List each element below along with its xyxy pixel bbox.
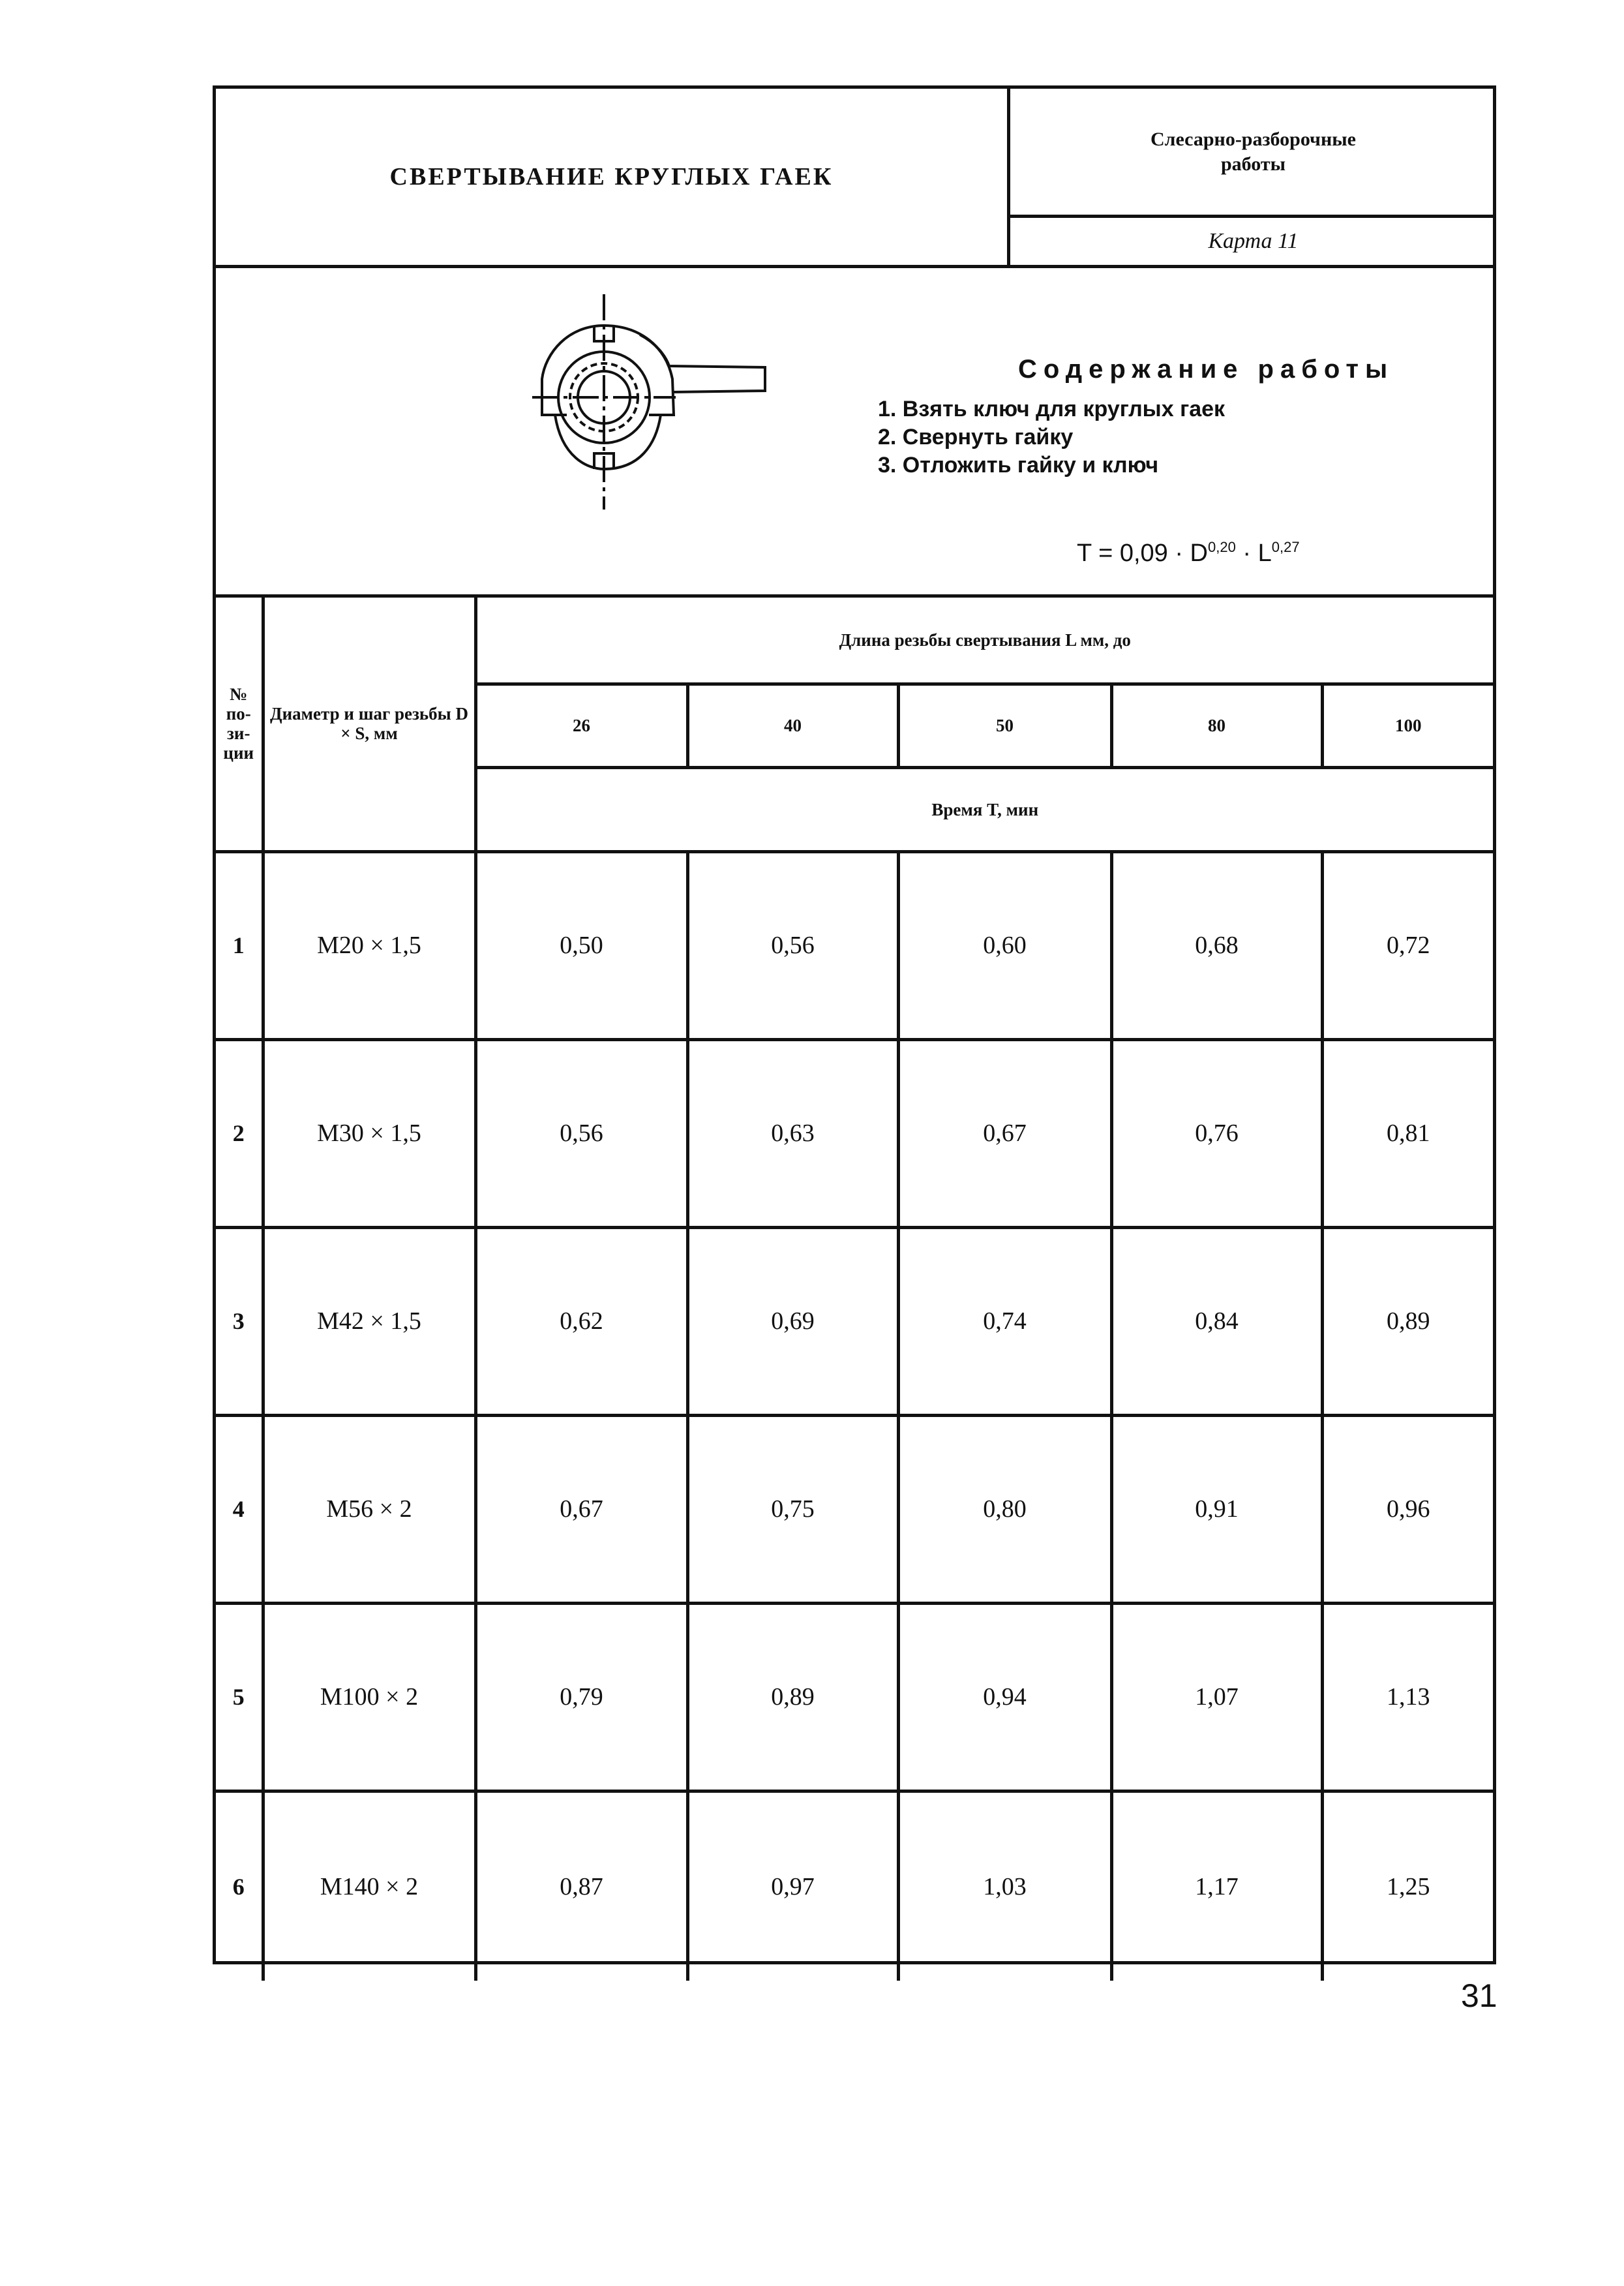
- row-value: 1,03: [898, 1791, 1111, 1981]
- row-value: 0,89: [687, 1603, 898, 1791]
- header-length-value: 100: [1322, 684, 1493, 767]
- row-diameter: M56 × 2: [263, 1415, 475, 1603]
- table-row: [216, 1791, 1493, 1981]
- table-row: [216, 851, 1493, 1039]
- row-diameter: M42 × 1,5: [263, 1227, 475, 1415]
- time-norms-table: [216, 598, 1493, 1981]
- row-value: 0,74: [898, 1227, 1111, 1415]
- header-length-value: 40: [687, 684, 898, 767]
- row-value: 1,25: [1322, 1791, 1493, 1981]
- header-length-value: 50: [898, 684, 1111, 767]
- document-frame: [213, 85, 1496, 1964]
- round-nut-wrench-diagram: [509, 294, 809, 510]
- header-diameter: Диаметр и шаг резьбы D × S, мм: [263, 598, 475, 851]
- table-row: [216, 1603, 1493, 1791]
- card-number: Карта 11: [1208, 229, 1299, 253]
- row-value: 1,13: [1322, 1603, 1493, 1791]
- row-value: 0,56: [475, 1039, 687, 1227]
- row-value: 0,87: [475, 1791, 687, 1981]
- row-value: 0,62: [475, 1227, 687, 1415]
- row-value: 0,80: [898, 1415, 1111, 1603]
- row-position: 4: [216, 1415, 263, 1603]
- row-value: 0,60: [898, 851, 1111, 1039]
- row-value: 0,76: [1111, 1039, 1322, 1227]
- row-value: 0,84: [1111, 1227, 1322, 1415]
- table-row: [216, 1039, 1493, 1227]
- header-right: [1007, 89, 1496, 265]
- row-value: 1,17: [1111, 1791, 1322, 1981]
- header-length-value: 26: [475, 684, 687, 767]
- row-value: 0,81: [1322, 1039, 1493, 1227]
- row-diameter: M20 × 1,5: [263, 851, 475, 1039]
- formula-mid: · L: [1235, 540, 1272, 567]
- step-item: 3. Отложить гайку и ключ: [878, 453, 1159, 478]
- row-position: 6: [216, 1791, 263, 1981]
- row-value: 0,63: [687, 1039, 898, 1227]
- formula-exp-d: 0,20: [1208, 539, 1236, 555]
- row-value: 0,96: [1322, 1415, 1493, 1603]
- header: [216, 89, 1493, 268]
- row-diameter: M100 × 2: [263, 1603, 475, 1791]
- row-value: 0,69: [687, 1227, 898, 1415]
- row-value: 0,68: [1111, 851, 1322, 1039]
- formula-base: T = 0,09 · D: [1077, 540, 1209, 567]
- header-position: № по-зи-ции: [216, 598, 263, 851]
- work-category: Слесарно-разборочные работы: [1010, 89, 1496, 218]
- step-item: 1. Взять ключ для круглых гаек: [878, 397, 1226, 421]
- row-position: 1: [216, 851, 263, 1039]
- row-value: 0,79: [475, 1603, 687, 1791]
- content-title: Содержание работы: [1018, 355, 1394, 384]
- row-value: 0,56: [687, 851, 898, 1039]
- table-row: [216, 1227, 1493, 1415]
- row-position: 2: [216, 1039, 263, 1227]
- row-value: 0,94: [898, 1603, 1111, 1791]
- page-number: 31: [1461, 1977, 1497, 2014]
- header-time: Время T, мин: [475, 767, 1493, 851]
- formula-exp-l: 0,27: [1271, 539, 1300, 555]
- row-diameter: M30 × 1,5: [263, 1039, 475, 1227]
- row-value: 0,75: [687, 1415, 898, 1603]
- content-section: [216, 265, 1493, 598]
- row-value: 0,89: [1322, 1227, 1493, 1415]
- row-value: 0,72: [1322, 851, 1493, 1039]
- row-position: 3: [216, 1227, 263, 1415]
- row-value: 0,97: [687, 1791, 898, 1981]
- row-value: 0,67: [898, 1039, 1111, 1227]
- header-length-value: 80: [1111, 684, 1322, 767]
- step-item: 2. Свернуть гайку: [878, 425, 1074, 450]
- row-position: 5: [216, 1603, 263, 1791]
- time-formula: [1077, 539, 1300, 568]
- header-thread-length: Длина резьбы свертывания L мм, до: [475, 598, 1493, 684]
- row-diameter: M140 × 2: [263, 1791, 475, 1981]
- steps-list: [878, 395, 1225, 480]
- row-value: 0,50: [475, 851, 687, 1039]
- row-value: 0,67: [475, 1415, 687, 1603]
- row-value: 1,07: [1111, 1603, 1322, 1791]
- row-value: 0,91: [1111, 1415, 1322, 1603]
- table-row: [216, 1415, 1493, 1603]
- page-title: СВЕРТЫВАНИЕ КРУГЛЫХ ГАЕК: [389, 163, 834, 190]
